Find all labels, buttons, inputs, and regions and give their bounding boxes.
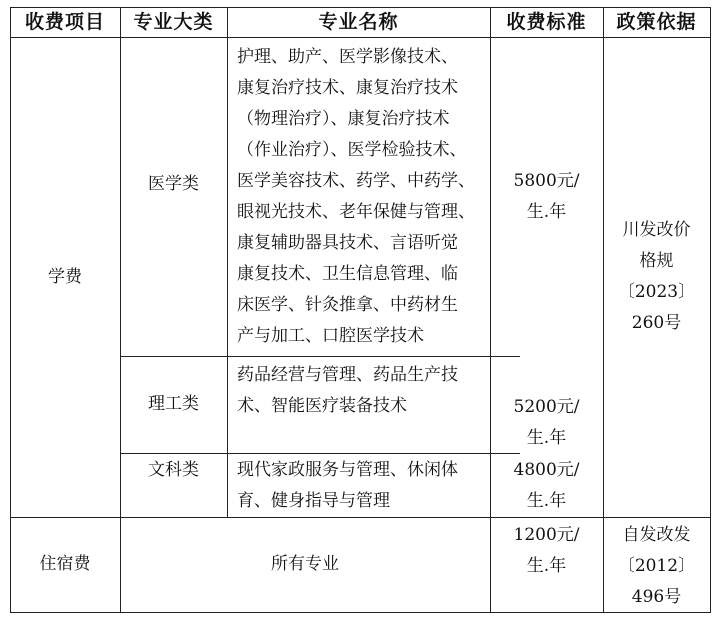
majors-humanities: 现代家政服务与管理、休闲体 育、健身指导与管理 (237, 460, 458, 511)
header-fee-item: 收费项目 (24, 10, 105, 33)
category-medical: 医学类 (148, 173, 199, 194)
header-fee-standard: 收费标准 (506, 10, 587, 33)
header-category: 专业大类 (133, 10, 214, 33)
accommodation-fee: 1200元/ 生.年 (513, 525, 580, 576)
rule-col2 (227, 7, 228, 518)
rule-bottom (10, 612, 711, 613)
accommodation-label: 住宿费 (39, 554, 91, 574)
accommodation-policy: 自发改发 〔2012〕 496号 (617, 524, 696, 607)
rule-right (710, 7, 711, 613)
tuition-policy: 川发改价 格规 〔2023〕 260号 (617, 220, 696, 333)
fee-humanities: 4800元/ 生.年 (513, 460, 580, 511)
accommodation-majors: 所有专业 (271, 554, 339, 574)
fee-engineering: 5200元/ 生.年 (513, 397, 580, 448)
majors-medical: 护理、助产、医学影像技术、 康复治疗技术、康复治疗技术 （物理治疗）、康复治疗技术 （作业治疗）、医学检验技术、 医学美容技术、药学、中药学、 眼视光技术、老年保健与管理、 康复辅助器具技术、言语听觉 康复技术、卫生信息管理、临 床医学、针灸推拿、中药材生 产与加工、口腔医学技术 (237, 47, 475, 346)
majors-engineering: 药品经营与管理、药品生产技 术、智能医疗装备技术 (237, 365, 458, 416)
category-engineering: 理工类 (148, 394, 199, 414)
fee-medical: 5800元/ 生.年 (513, 171, 580, 222)
category-humanities: 文科类 (148, 459, 199, 480)
header-policy: 政策依据 (616, 10, 697, 33)
header-major-name: 专业名称 (318, 10, 399, 33)
tuition-label: 学费 (48, 266, 82, 287)
